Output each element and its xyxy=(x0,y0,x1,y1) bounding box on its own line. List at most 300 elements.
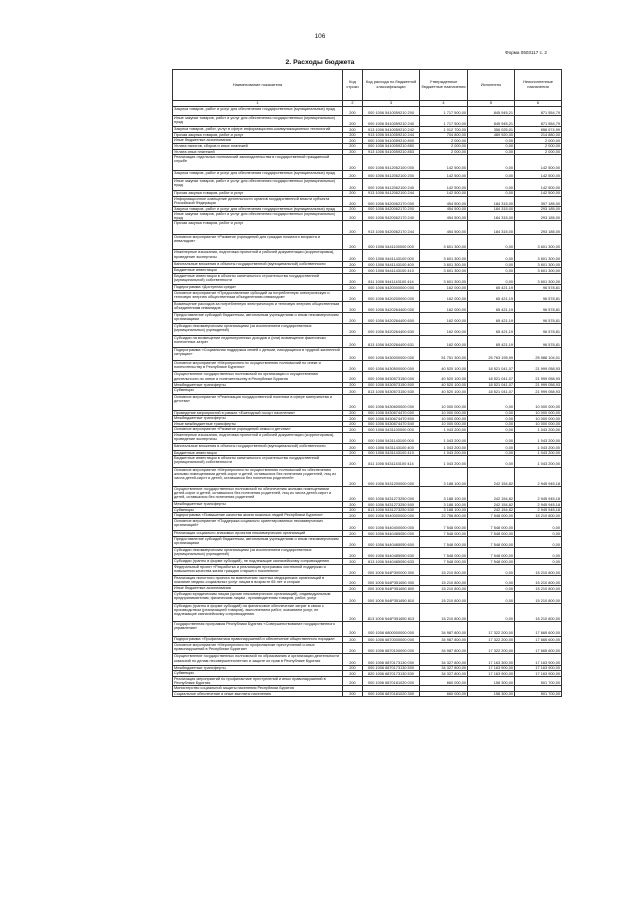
row-executed: 0,00 xyxy=(468,268,515,274)
row-classification-code: 000 1006 5440400000 000 xyxy=(363,519,420,531)
row-remaining: 15 210 800,00 xyxy=(515,576,562,586)
table-row xyxy=(173,313,562,324)
header-remaining: Неисполненные назначения xyxy=(515,70,562,101)
header-number: 5 xyxy=(468,101,515,107)
row-remaining: 96 578,81 xyxy=(515,290,562,301)
row-classification-code: 000 1006 6870173130 500 xyxy=(363,665,420,671)
row-classification-code: 000 1006 6870173130 000 xyxy=(363,654,420,665)
header-number: 3 xyxy=(363,101,420,107)
row-remaining: 2 000,00 xyxy=(515,143,562,149)
row-classification-code: 820 1006 6870173130 530 xyxy=(363,671,420,677)
row-approved: 34 327 800,00 xyxy=(420,665,468,671)
row-name: Капитальные вложения в объекты государственной (муниципальной) собственности xyxy=(173,261,343,268)
row-approved: 1 717 500,00 xyxy=(420,115,468,126)
row-remaining: 15 210 800,00 xyxy=(515,586,562,592)
row-line-code: 200 xyxy=(343,324,363,335)
row-approved: 2 000,00 xyxy=(420,138,468,144)
row-approved: 1 717 500,00 xyxy=(420,107,468,116)
row-classification-code: 000 1006 5431143100 000 xyxy=(363,432,420,443)
row-name: Осуществление государственных полномочий по организации и осуществлению деятельности по опеке и попечительству в Республике Бурятия xyxy=(173,372,343,382)
row-executed: 845 945,21 xyxy=(468,107,515,116)
row-line-code: 200 xyxy=(343,268,363,274)
row-classification-code: 000 1006 5441143100 400 xyxy=(363,261,420,268)
table-row xyxy=(173,234,562,250)
row-classification-code: 000 1006 5420062170 200 xyxy=(363,206,420,212)
row-line-code: 200 xyxy=(343,604,363,622)
header-row xyxy=(173,70,562,101)
row-executed: 0,00 xyxy=(468,416,515,422)
row-name: Межбюджетные трансферты xyxy=(173,665,343,671)
row-remaining: 3 601 300,00 xyxy=(515,234,562,250)
row-name: Основное мероприятие «Мероприятия по осуществлению полномочий по опеке и попечительству в Республике Бурятия» xyxy=(173,361,343,372)
row-classification-code: 000 1006 5431100000 000 xyxy=(363,427,420,433)
row-line-code: 200 xyxy=(343,273,363,284)
table-row xyxy=(173,372,562,382)
row-remaining: 2 945 945,18 xyxy=(515,507,562,513)
row-classification-code: 000 1006 5420264400 600 xyxy=(363,313,420,324)
row-executed: 7 548 000,00 xyxy=(468,559,515,565)
row-line-code: 200 xyxy=(343,313,363,324)
row-classification-code: 000 1006 5441143100 410 xyxy=(363,268,420,274)
header-number: 2 xyxy=(343,101,363,107)
row-classification-code: 813 1006 5440485050 633 xyxy=(363,559,420,565)
row-name: Основное мероприятие «Поддержка социально ориентированных некоммерческих организаций» xyxy=(173,519,343,531)
row-classification-code: 813 1006 5431273250 530 xyxy=(363,507,420,513)
row-name: Основное мероприятие «Реализация государственной политики в сфере материнства и детства» xyxy=(173,394,343,410)
row-executed: 0,00 xyxy=(468,149,515,155)
row-approved: 34 327 800,00 xyxy=(420,671,468,677)
row-approved: 40 520 100,00 xyxy=(420,382,468,388)
row-approved: 34 327 800,00 xyxy=(420,654,468,665)
row-classification-code: 811 1006 5431143100 414 xyxy=(363,456,420,467)
row-remaining: 214 880,00 xyxy=(515,132,562,138)
row-line-code: 200 xyxy=(343,432,363,443)
table-row xyxy=(173,361,562,372)
row-classification-code: 000 1006 5410059210 200 xyxy=(363,107,420,116)
row-line-code: 200 xyxy=(343,178,363,190)
table-row xyxy=(173,212,562,221)
row-executed: 0,00 xyxy=(468,170,515,178)
row-name: Подпрограмма «Доступная среда» xyxy=(173,285,343,291)
row-approved: 34 987 800,00 xyxy=(420,643,468,654)
row-classification-code: 000 1006 5420264400 000 xyxy=(363,301,420,312)
row-line-code: 200 xyxy=(343,622,363,637)
row-executed: 65 421,19 xyxy=(468,285,515,291)
row-name: Уплата налогов, сборов и иных платежей xyxy=(173,143,343,149)
row-classification-code: 000 1006 5412062100 000 xyxy=(363,155,420,171)
row-remaining: 1 043 200,00 xyxy=(515,427,562,433)
row-line-code: 200 xyxy=(343,531,363,537)
row-line-code: 200 xyxy=(343,347,363,360)
row-classification-code: 000 1006 5431200000 000 xyxy=(363,467,420,486)
row-executed: 158 300,00 xyxy=(468,691,515,697)
row-line-code: 200 xyxy=(343,301,363,312)
row-executed: 184 315,00 xyxy=(468,206,515,212)
row-name: Межбюджетные трансферты xyxy=(173,416,343,422)
row-line-code: 200 xyxy=(343,394,363,410)
row-line-code: 200 xyxy=(343,410,363,416)
row-executed: 0,00 xyxy=(468,138,515,144)
row-name: Межбюджетные трансферты xyxy=(173,502,343,508)
row-line-code: 200 xyxy=(343,486,363,502)
row-name: Иные бюджетные ассигнования xyxy=(173,586,343,592)
row-remaining: 2 945 945,18 xyxy=(515,467,562,486)
row-name: Иные закупки товаров, работ и услуг для обеспечения государственных (муниципальных) нужд xyxy=(173,178,343,190)
row-line-code: 200 xyxy=(343,212,363,221)
row-approved: 40 520 100,00 xyxy=(420,361,468,372)
row-name: Бюджетные инвестиции xyxy=(173,450,343,456)
row-remaining: 0,00 xyxy=(515,548,562,559)
row-remaining: 0,00 xyxy=(515,559,562,565)
table-row xyxy=(173,347,562,360)
table-row xyxy=(173,273,562,284)
row-name: Прочая закупка товаров, работ и услуг xyxy=(173,221,343,234)
row-approved: 3 188 100,00 xyxy=(420,486,468,502)
row-line-code: 200 xyxy=(343,467,363,486)
row-line-code: 200 xyxy=(343,444,363,451)
row-executed: 242 154,82 xyxy=(468,507,515,513)
row-name: Субвенции xyxy=(173,507,343,513)
row-remaining: 1 043 200,00 xyxy=(515,444,562,451)
row-remaining: 17 163 900,00 xyxy=(515,665,562,671)
row-approved: 10 000 000,00 xyxy=(420,416,468,422)
row-name: Подпрограмма «Профилактика правонарушений и обеспечение общественного порядка» xyxy=(173,636,343,643)
row-executed: 184 315,00 xyxy=(468,196,515,206)
row-classification-code: 000 1006 5420264400 630 xyxy=(363,324,420,335)
row-remaining: 96 578,81 xyxy=(515,324,562,335)
row-name: Предоставление субсидий бюджетным, автономным учреждениям и иным некоммерческим организациям xyxy=(173,313,343,324)
table-row xyxy=(173,388,562,395)
row-remaining: 17 665 600,00 xyxy=(515,636,562,643)
row-approved: 15 210 800,00 xyxy=(420,591,468,603)
row-approved: 660 000,00 xyxy=(420,691,468,697)
row-executed: 0,00 xyxy=(468,564,515,575)
row-remaining: 0,00 xyxy=(515,536,562,547)
row-classification-code: 000 1006 544P351650 000 xyxy=(363,576,420,586)
row-name: Субсидии некоммерческим организациям (за исключением государственных (муниципальных) учреждений) xyxy=(173,324,343,335)
row-classification-code: 000 1006 5441100000 000 xyxy=(363,234,420,250)
row-executed: 0,00 xyxy=(468,604,515,622)
row-classification-code: 000 1006 5412062100 200 xyxy=(363,170,420,178)
row-remaining: 1 043 200,00 xyxy=(515,432,562,443)
row-remaining: 10 000 000,00 xyxy=(515,416,562,422)
row-classification-code: 000 1006 5430674470 000 xyxy=(363,410,420,416)
row-remaining: 17 163 900,00 xyxy=(515,671,562,677)
row-name: Бюджетные инвестиции xyxy=(173,268,343,274)
row-executed: 0,00 xyxy=(468,261,515,268)
row-name: Бюджетные инвестиции в объекты капитального строительства государственной (муниципальной) собственности xyxy=(173,273,343,284)
row-line-code: 200 xyxy=(343,586,363,592)
row-executed: 7 548 000,00 xyxy=(468,531,515,537)
row-name: Основное мероприятие «Развитие учреждений для граждан пожилого возраста и инвалидов» xyxy=(173,234,343,250)
row-approved: 1 043 200,00 xyxy=(420,456,468,467)
row-line-code: 200 xyxy=(343,450,363,456)
row-remaining: 96 578,81 xyxy=(515,313,562,324)
row-name: Закупка товаров, работ и услуг для обеспечения государственных (муниципальных) нужд xyxy=(173,170,343,178)
row-remaining: 96 578,81 xyxy=(515,335,562,347)
row-approved: 142 500,00 xyxy=(420,170,468,178)
row-remaining: 17 665 600,00 xyxy=(515,622,562,637)
row-remaining: 871 554,79 xyxy=(515,107,562,116)
row-executed: 17 322 200,00 xyxy=(468,622,515,637)
table-row xyxy=(173,115,562,126)
row-approved: 7 548 000,00 xyxy=(420,519,468,531)
row-line-code: 200 xyxy=(343,654,363,665)
row-name: Закупка товаров, работ, услуг в сфере информационно-коммуникационных технологий xyxy=(173,127,343,133)
row-executed: 0,00 xyxy=(468,576,515,586)
row-line-code: 200 xyxy=(343,107,363,116)
row-line-code: 200 xyxy=(343,456,363,467)
table-row xyxy=(173,324,562,335)
row-classification-code: 000 1006 6870181020 000 xyxy=(363,676,420,685)
row-classification-code: 000 1006 5410059210 240 xyxy=(363,115,420,126)
row-remaining: 1 043 200,00 xyxy=(515,450,562,456)
row-remaining: 10 000 000,00 xyxy=(515,410,562,416)
row-executed: 242 154,82 xyxy=(468,486,515,502)
row-classification-code: 813 1006 5420264400 631 xyxy=(363,335,420,347)
row-line-code: 200 xyxy=(343,138,363,144)
row-executed: 242 154,82 xyxy=(468,502,515,508)
table-row xyxy=(173,301,562,312)
row-name: Реализация мероприятий по профилактике преступлений и иных правонарушений в Республике Бурятия xyxy=(173,676,343,685)
row-classification-code: 000 1006 5431273250 000 xyxy=(363,486,420,502)
row-line-code: 200 xyxy=(343,513,363,519)
row-name: Субвенции xyxy=(173,388,343,395)
row-remaining: 293 185,00 xyxy=(515,212,562,221)
row-line-code: 200 xyxy=(343,382,363,388)
row-approved: 40 520 100,00 xyxy=(420,372,468,382)
row-executed: 158 300,00 xyxy=(468,676,515,685)
row-executed: 0,00 xyxy=(468,586,515,592)
row-classification-code: 000 1006 5410059210 850 xyxy=(363,143,420,149)
row-remaining: 293 185,00 xyxy=(515,206,562,212)
row-executed: 0,00 xyxy=(468,250,515,261)
row-approved: 15 210 800,00 xyxy=(420,564,468,575)
row-approved: 162 000,00 xyxy=(420,290,468,301)
page-number: 106 xyxy=(314,33,326,40)
row-name: Иные межбюджетные трансферты xyxy=(173,421,343,427)
row-remaining: 10 000 000,00 xyxy=(515,421,562,427)
row-classification-code: 000 1006 544P300000 000 xyxy=(363,564,420,575)
row-executed: 0,00 xyxy=(468,450,515,456)
row-name: Реализация пилотного проекта по вовлечению частных медицинских организаций в оказание медико-социальных услуг лицам в возрасте 65 лет и старше xyxy=(173,576,343,586)
row-remaining: 656 674,99 xyxy=(515,127,562,133)
row-executed: 489 920,00 xyxy=(468,132,515,138)
row-remaining: 2 000,00 xyxy=(515,149,562,155)
row-classification-code: 000 1006 5420200000 000 xyxy=(363,290,420,301)
row-classification-code: 913 1006 5410059210 242 xyxy=(363,127,420,133)
row-executed: 0,00 xyxy=(468,444,515,451)
row-line-code: 200 xyxy=(343,285,363,291)
row-classification-code: 000 1006 6800000000 000 xyxy=(363,622,420,637)
header-classification-code: Код расхода по бюджетной классификации xyxy=(363,70,420,101)
row-line-code: 200 xyxy=(343,261,363,268)
row-classification-code: 000 1006 5430000000 000 xyxy=(363,347,420,360)
row-executed: 17 163 900,00 xyxy=(468,665,515,671)
table-row xyxy=(173,519,562,531)
table-row xyxy=(173,591,562,603)
row-classification-code: 000 1006 5410059210 800 xyxy=(363,138,420,144)
row-name: Возмещение расходов за потребленную электрическую и тепловую энергию общественным объединениям инвалидов xyxy=(173,301,343,312)
row-executed: 65 421,19 xyxy=(468,290,515,301)
header-executed: Исполнено xyxy=(468,70,515,101)
row-name: Предоставление субсидий бюджетным, автономным учреждениям и иным некоммерческим организациям xyxy=(173,536,343,547)
row-approved: 454 500,00 xyxy=(420,221,468,234)
row-name: Иные закупки товаров, работ и услуг для обеспечения государственных (муниципальных) нужд xyxy=(173,212,343,221)
row-name: Осуществление государственных полномочий по обеспечению жилыми помещениями детей-сирот и детей, оставшихся без попечения родителей, лиц из числа детей-сирот и детей, оставшихся без попечения родителей xyxy=(173,486,343,502)
table-row xyxy=(173,691,562,697)
row-classification-code: 000 1006 5431273250 500 xyxy=(363,502,420,508)
row-executed: 65 421,19 xyxy=(468,301,515,312)
row-classification-code: 000 1006 5430573150 500 xyxy=(363,382,420,388)
row-line-code: 200 xyxy=(343,676,363,685)
row-remaining: 0,00 xyxy=(515,519,562,531)
row-remaining: 15 210 800,00 xyxy=(515,564,562,575)
row-line-code: 200 xyxy=(343,665,363,671)
table-row xyxy=(173,394,562,410)
table-row xyxy=(173,467,562,486)
row-executed: 845 945,21 xyxy=(468,115,515,126)
row-name: Основное мероприятие «Развитие учреждений семьи и детства» xyxy=(173,427,343,433)
row-approved: 1 043 200,00 xyxy=(420,427,468,433)
table-row xyxy=(173,604,562,622)
row-approved: 22 758 800,00 xyxy=(420,513,468,519)
row-line-code: 200 xyxy=(343,361,363,372)
row-name: Бюджетные инвестиции в объекты капитального строительства государственной (муниципальной) собственности xyxy=(173,456,343,467)
row-classification-code: 000 1006 6870100000 000 xyxy=(363,643,420,654)
row-remaining: 3 601 300,00 xyxy=(515,268,562,274)
row-executed: 0,00 xyxy=(468,421,515,427)
row-executed: 18 521 041,07 xyxy=(468,388,515,395)
row-line-code: 200 xyxy=(343,132,363,138)
row-remaining: 15 210 800,00 xyxy=(515,591,562,603)
form-label: Форма 0503117 с. 2 xyxy=(505,50,547,55)
row-approved: 3 188 100,00 xyxy=(420,467,468,486)
table-row xyxy=(173,654,562,665)
row-remaining: 15 210 800,00 xyxy=(515,604,562,622)
row-name: Прочая закупка товаров, работ и услуг xyxy=(173,190,343,196)
row-name: Уплата иных платежей xyxy=(173,149,343,155)
table-row xyxy=(173,576,562,586)
row-executed: 184 315,00 xyxy=(468,221,515,234)
row-remaining: 21 999 058,93 xyxy=(515,361,562,372)
row-executed: 0,00 xyxy=(468,394,515,410)
row-classification-code: 813 1006 5430573150 530 xyxy=(363,388,420,395)
table-row xyxy=(173,456,562,467)
row-approved: 162 000,00 xyxy=(420,313,468,324)
row-remaining: 25 988 104,01 xyxy=(515,347,562,360)
row-approved: 7 548 000,00 xyxy=(420,536,468,547)
row-remaining: 871 554,79 xyxy=(515,115,562,126)
row-classification-code: 000 1006 5430500000 000 xyxy=(363,361,420,372)
row-executed: 17 163 300,00 xyxy=(468,654,515,665)
row-line-code: 200 xyxy=(343,388,363,395)
row-approved: 3 188 100,00 xyxy=(420,507,468,513)
row-remaining: 142 500,00 xyxy=(515,170,562,178)
row-line-code: 200 xyxy=(343,548,363,559)
row-line-code: 200 xyxy=(343,421,363,427)
row-line-code: 200 xyxy=(343,290,363,301)
row-approved: 2 000,00 xyxy=(420,149,468,155)
row-name: Субсидии (гранты в форме субсидий) на финансовое обеспечение затрат в связи с производством (реализацией товаров), выполнением работ, оказанием услуг, не подлежащие казначейскому сопровождению xyxy=(173,604,343,622)
row-executed: 0,00 xyxy=(468,456,515,467)
row-line-code: 200 xyxy=(343,536,363,547)
row-approved: 34 987 800,00 xyxy=(420,636,468,643)
table-row xyxy=(173,622,562,637)
row-line-code: 200 xyxy=(343,250,363,261)
row-executed: 17 322 200,00 xyxy=(468,636,515,643)
row-classification-code: 000 1006 5431143100 410 xyxy=(363,450,420,456)
row-line-code: 200 xyxy=(343,143,363,149)
row-name: Субсидии некоммерческим организациям (за исключением государственных (муниципальных) учреждений) xyxy=(173,548,343,559)
table-row xyxy=(173,548,562,559)
row-line-code: 200 xyxy=(343,196,363,206)
row-approved: 3 601 300,00 xyxy=(420,234,468,250)
row-executed: 356 025,01 xyxy=(468,127,515,133)
row-approved: 1 043 200,00 xyxy=(420,432,468,443)
row-classification-code: 000 1006 544P351650 800 xyxy=(363,586,420,592)
row-approved: 454 500,00 xyxy=(420,196,468,206)
row-name: Прочая закупка товаров, работ и услуг xyxy=(173,132,343,138)
row-executed: 0,00 xyxy=(468,143,515,149)
row-name: Закупка товаров, работ и услуг для обеспечения государственных (муниципальных) нужд xyxy=(173,107,343,116)
row-remaining: 3 601 300,00 xyxy=(515,250,562,261)
row-executed: 65 421,19 xyxy=(468,313,515,324)
row-line-code: 200 xyxy=(343,234,363,250)
row-approved: 7 548 000,00 xyxy=(420,548,468,559)
row-line-code: 200 xyxy=(343,416,363,422)
row-executed: 0,00 xyxy=(468,155,515,171)
row-line-code: 200 xyxy=(343,221,363,234)
table-row xyxy=(173,444,562,451)
row-line-code: 200 xyxy=(343,170,363,178)
row-line-code: 200 xyxy=(343,427,363,433)
row-line-code: 200 xyxy=(343,671,363,677)
row-name: Иные бюджетные ассигнования xyxy=(173,138,343,144)
row-remaining: 10 000 000,00 xyxy=(515,394,562,410)
row-executed: 65 421,19 xyxy=(468,335,515,347)
row-remaining: 15 210 800,00 xyxy=(515,513,562,519)
row-approved: 7 548 000,00 xyxy=(420,531,468,537)
row-name: Подпрограмма «Повышение качества жизни пожилых людей Республики Бурятия» xyxy=(173,513,343,519)
row-approved: 704 800,00 xyxy=(420,132,468,138)
table-row xyxy=(173,178,562,190)
header-line-code: Код строки xyxy=(343,70,363,101)
table-row xyxy=(173,676,562,685)
expenses-table xyxy=(172,69,562,697)
row-remaining: 142 500,00 xyxy=(515,178,562,190)
row-remaining: 21 999 058,93 xyxy=(515,372,562,382)
row-name: Инженерные изыскания, подготовка проектной и рабочей документации (корректировка), проведение экспертизы xyxy=(173,250,343,261)
row-approved: 7 548 000,00 xyxy=(420,559,468,565)
row-line-code: 200 xyxy=(343,564,363,575)
row-classification-code: 811 1006 5441143100 414 xyxy=(363,273,420,284)
table-row xyxy=(173,170,562,178)
row-approved: 1 043 200,00 xyxy=(420,444,468,451)
row-classification-code: 000 1006 5420062170 000 xyxy=(363,196,420,206)
row-approved: 142 500,00 xyxy=(420,190,468,196)
row-name: Иные закупки товаров, работ и услуг для обеспечения государственных (муниципальных) нужд xyxy=(173,115,343,126)
row-name: Министерство социальной защиты населения Республики Бурятия xyxy=(173,686,343,692)
row-executed: 242 154,82 xyxy=(468,467,515,486)
row-name: Проведение мероприятий в рамках «Ежегодный госорт населения» xyxy=(173,410,343,416)
row-approved: 10 000 000,00 xyxy=(420,394,468,410)
row-remaining: 1 043 200,00 xyxy=(515,456,562,467)
row-executed: 0,00 xyxy=(468,432,515,443)
row-classification-code: 813 1006 544P351650 813 xyxy=(363,604,420,622)
row-name: Субсидии юридическим лицам (кроме некоммерческих организаций), индивидуальным предпринимателям, физическим лицам - производителям товаров, работ, услуг xyxy=(173,591,343,603)
row-line-code: 200 xyxy=(343,519,363,531)
